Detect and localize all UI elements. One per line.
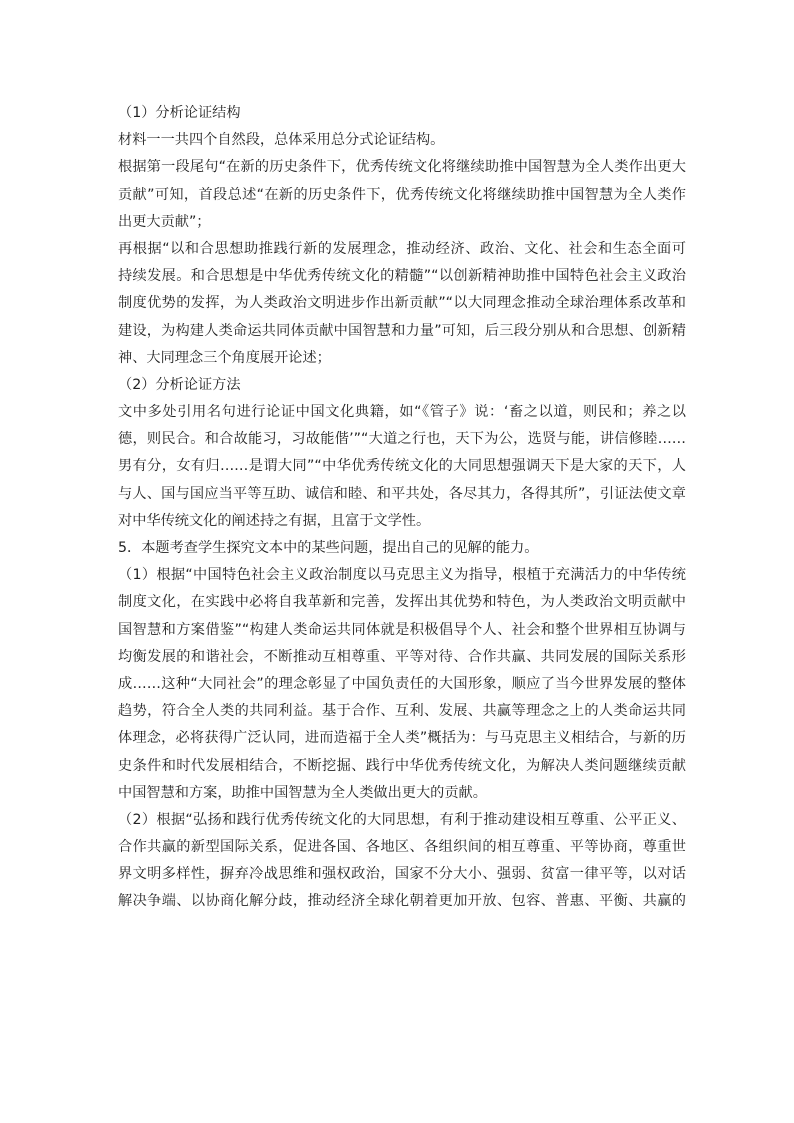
text-line: 解决争端、以协商化解分歧，推动经济全球化朝着更加开放、包容、普惠、平衡、共赢的 (118, 893, 686, 910)
text-line: 对中华传统文化的阐述持之有据，且富于文学性。 (118, 512, 431, 529)
text-line: 5．本题考查学生探究文本中的某些问题，提出自己的见解的能力。 (118, 540, 539, 556)
text-line: 界文明多样性，摒弃冷战思维和强权政治，国家不分大小、强弱、贫富一律平等，以对话 (118, 866, 686, 883)
text-line: 趋势，符合全人类的共同利益。基于合作、互利、发展、共赢等理念之上的人类命运共同 (118, 703, 686, 720)
answer-text-body (118, 100, 686, 916)
text-line: （1）根据“中国特色社会主义政治制度以马克思主义为指导，根植于充满活力的中华传统 (118, 567, 686, 584)
text-line: 中国智慧和方案，助推中国智慧为全人类做出更大的贡献。 (118, 784, 487, 801)
text-line: 贡献”可知，首段总述“在新的历史条件下，优秀传统文化将继续助推中国智慧为全人类作 (118, 186, 686, 203)
text-line: 再根据“以和合思想助推践行新的发展理念，推动经济、政治、文化、社会和生态全面可 (118, 240, 686, 257)
text-line: 神、大同理念三个角度展开论述； (118, 349, 331, 366)
text-line: 史条件和时代发展相结合，不断挖掘、践行中华优秀传统文化，为解决人类问题继续贡献 (118, 757, 686, 774)
text-line: 男有分，女有归……是谓大同”“中华优秀传统文化的大同思想强调天下是大家的天下，人 (118, 458, 686, 475)
text-line: （2）分析论证方法 (118, 376, 241, 393)
text-line: 合作共赢的新型国际关系，促进各国、各地区、各组织间的相互尊重、平等协商，尊重世 (118, 839, 686, 856)
text-line: 体理念，必将获得广泛认同，进而造福于全人类”概括为：与马克思主义相结合，与新的历 (118, 730, 686, 747)
text-line: （2）根据“弘扬和践行优秀传统文化的大同思想，有利于推动建设相互尊重、公平正义、 (118, 811, 686, 828)
text-line: 成……这种“大同社会”的理念彰显了中国负责任的大国形象，顺应了当今世界发展的整体 (118, 675, 686, 692)
text-line: 德，则民合。和合故能习，习故能偕’”“大道之行也，天下为公，选贤与能，讲信修睦…… (118, 431, 686, 448)
text-line: 制度优势的发挥，为人类政治文明进步作出新贡献”“以大同理念推动全球治理体系改革和 (118, 295, 686, 312)
text-line: （1）分析论证结构 (118, 105, 241, 121)
text-line: 均衡发展的和谐社会，不断推动互相尊重、平等对待、合作共赢、共同发展的国际关系形 (118, 648, 686, 665)
text-line: 建设，为构建人类命运共同体贡献中国智慧和力量”可知，后三段分别从和合思想、创新精 (118, 322, 686, 339)
text-line: 出更大贡献”； (118, 213, 211, 230)
text-line: 根据第一段尾句“在新的历史条件下，优秀传统文化将继续助推中国智慧为全人类作出更大 (118, 159, 686, 176)
text-line: 持续发展。和合思想是中华优秀传统文化的精髓”“以创新精神助推中国特色社会主义政治 (118, 268, 686, 285)
text-line: 国智慧和方案借鉴”“构建人类命运共同体就是积极倡导个人、社会和整个世界相互协调与 (118, 621, 686, 638)
text-line: 材料一一共四个自然段，总体采用总分式论证结构。 (118, 132, 445, 149)
text-line: 文中多处引用名句进行论证中国文化典籍，如“《管子》说：‘畜之以道，则民和；养之以 (118, 404, 686, 421)
text-line: 与人、国与国应当平等互助、诚信和睦、和平共处，各尽其力，各得其所”，引证法使文章 (118, 485, 686, 502)
text-line: 制度文化，在实践中必将自我革新和完善，发挥出其优势和特色，为人类政治文明贡献中 (118, 594, 686, 611)
